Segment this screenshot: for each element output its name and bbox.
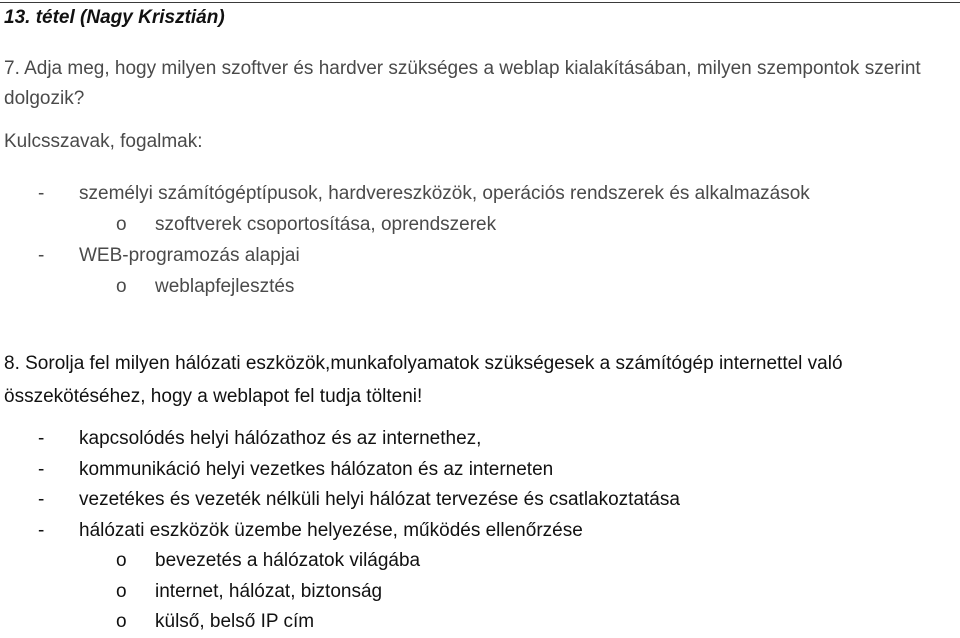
page-title: 13. tétel (Nagy Krisztián)	[4, 7, 225, 28]
list-item-text: szoftverek csoportosítása, oprendszerek	[155, 214, 497, 235]
list-item	[0, 209, 960, 240]
circle-bullet: o	[116, 276, 127, 297]
list-item	[0, 516, 960, 547]
dash-bullet: -	[38, 489, 45, 510]
keywords-heading: Kulcsszavak, fogalmak:	[4, 131, 203, 152]
list-item-text: kapcsolódés helyi hálózathoz és az internethez,	[79, 428, 482, 449]
circle-bullet: o	[116, 550, 127, 571]
circle-bullet: o	[116, 214, 127, 235]
list-item-text: kommunikáció helyi vezetkes hálózaton és az interneten	[79, 458, 554, 480]
question-8: 8. Sorolja fel milyen hálózati eszközök,munkafolyamatok szükségesek a számítógép internettel való összekötéséhez, hogy a weblapot fel tudja tölteni!	[4, 353, 843, 407]
dash-bullet: -	[38, 458, 45, 480]
question-7: 7. Adja meg, hogy milyen szoftver és hardver szükséges a weblap kialakításában, milyen szempontok szerint dolgozik?	[4, 58, 921, 109]
list-item-text: hálózati eszközök üzembe helyezése, működés ellenőrzése	[79, 519, 583, 541]
list-item	[0, 271, 960, 302]
dash-bullet: -	[38, 519, 45, 541]
list-item	[0, 485, 960, 516]
top-divider	[0, 2, 960, 3]
list-item	[0, 546, 960, 577]
list-item-text: weblapfejlesztés	[155, 276, 295, 297]
dash-bullet: -	[38, 428, 45, 449]
circle-bullet: o	[116, 580, 127, 602]
list-item	[0, 424, 960, 455]
answer-list	[0, 424, 960, 638]
list-item-text: internet, hálózat, biztonság	[155, 580, 383, 602]
dash-bullet: -	[38, 245, 45, 266]
list-item-text: külső, belső IP cím	[155, 611, 315, 632]
list-item-text: vezetékes és vezeték nélküli helyi hálózat tervezése és csatlakoztatása	[79, 489, 680, 510]
list-item-text: bevezetés a hálózatok világába	[155, 550, 421, 571]
list-item	[0, 577, 960, 608]
list-item	[0, 455, 960, 486]
dash-bullet: -	[38, 183, 45, 204]
list-item	[0, 178, 960, 209]
list-item	[0, 607, 960, 638]
list-item-text: WEB-programozás alapjai	[79, 245, 300, 266]
circle-bullet: o	[116, 611, 127, 632]
list-item	[0, 240, 960, 271]
keyword-list	[0, 178, 960, 302]
list-item-text: személyi számítógéptípusok, hardvereszközök, operációs rendszerek és alkalmazások	[79, 183, 810, 204]
